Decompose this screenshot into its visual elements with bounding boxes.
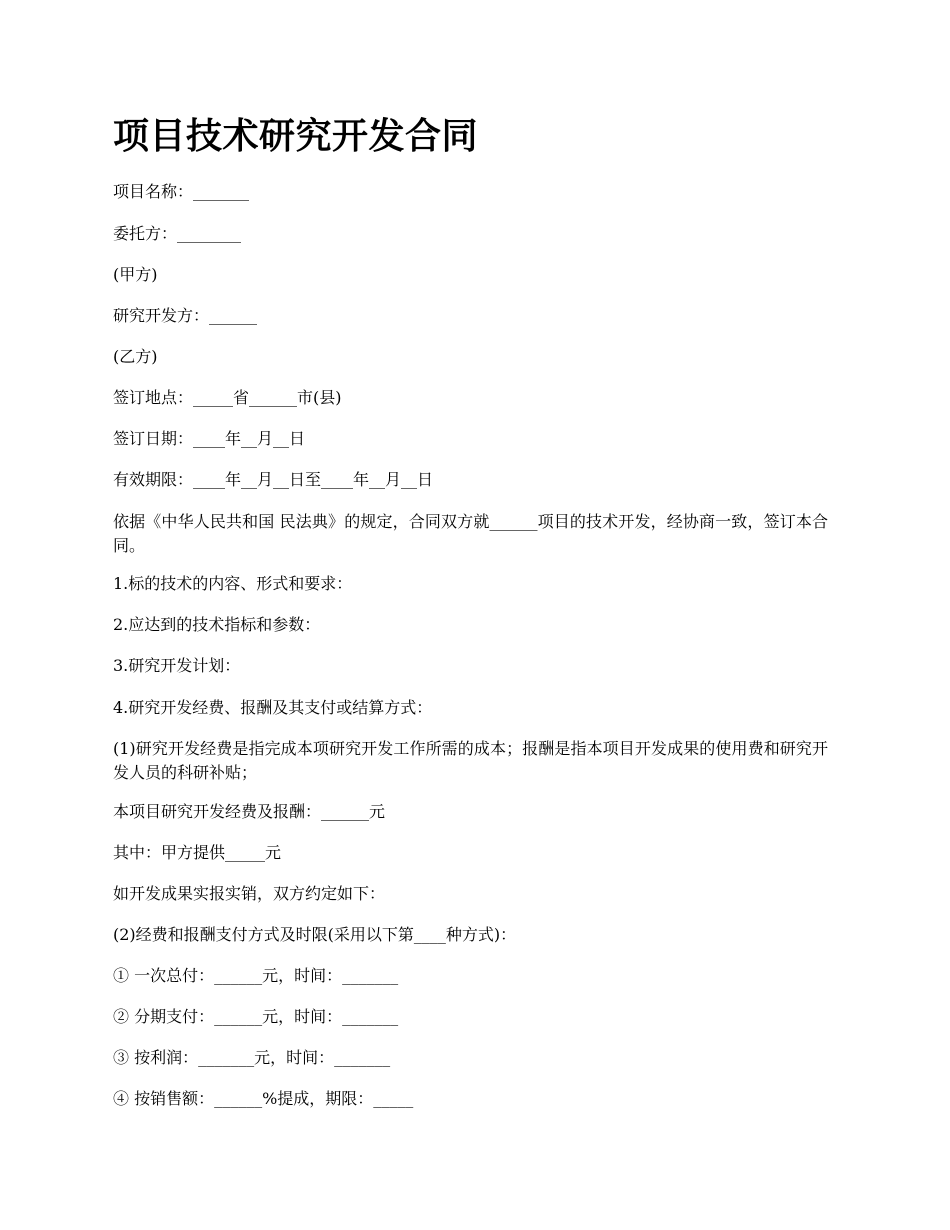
clause-4: 4.研究开发经费、报酬及其支付或结算方式：	[113, 698, 433, 717]
developer-line: 研究开发方：______	[113, 306, 258, 325]
actual-reimbursement-line: 如开发成果实报实销，双方约定如下：	[113, 884, 386, 903]
clause-1: 1.标的技术的内容、形式和要求：	[113, 574, 353, 593]
payment-option-3: ③ 按利润：_______元，时间：_______	[113, 1048, 391, 1067]
payment-method-line: (2)经费和报酬支付方式及时限(采用以下第____种方式)：	[113, 925, 517, 944]
payment-option-2: ② 分期支付：______元，时间：_______	[113, 1007, 399, 1026]
total-funding-line: 本项目研究开发经费及报酬：______元	[113, 802, 386, 821]
document-title: 项目技术研究开发合同	[113, 115, 479, 157]
project-name-line: 项目名称：_______	[113, 182, 250, 201]
party-b-label: (乙方)	[113, 347, 158, 366]
payment-option-1: ① 一次总付：______元，时间：_______	[113, 966, 399, 985]
payment-option-4: ④ 按销售额：______%提成，期限：_____	[113, 1089, 414, 1108]
clause-2: 2.应达到的技术指标和参数：	[113, 615, 321, 634]
signing-date-line: 签订日期：____年__月__日	[113, 429, 306, 448]
clause-4-1-paragraph: (1)研究开发经费是指完成本项研究开发工作所需的成本；报酬是指本项目开发成果的使用费和研究开发人员的科研补贴；	[113, 739, 828, 782]
client-line: 委托方：________	[113, 224, 242, 243]
party-a-label: (甲方)	[113, 265, 158, 284]
signing-place-line: 签订地点：_____省______市(县)	[113, 388, 342, 407]
validity-period-line: 有效期限：____年__月__日至____年__月__日	[113, 470, 434, 489]
preamble-paragraph: 依据《中华人民共和国 民法典》的规定，合同双方就______项目的技术开发，经协商一致，签订本合同。	[113, 512, 828, 555]
clause-3: 3.研究开发计划：	[113, 656, 241, 675]
party-a-funding-line: 其中：甲方提供_____元	[113, 843, 282, 862]
